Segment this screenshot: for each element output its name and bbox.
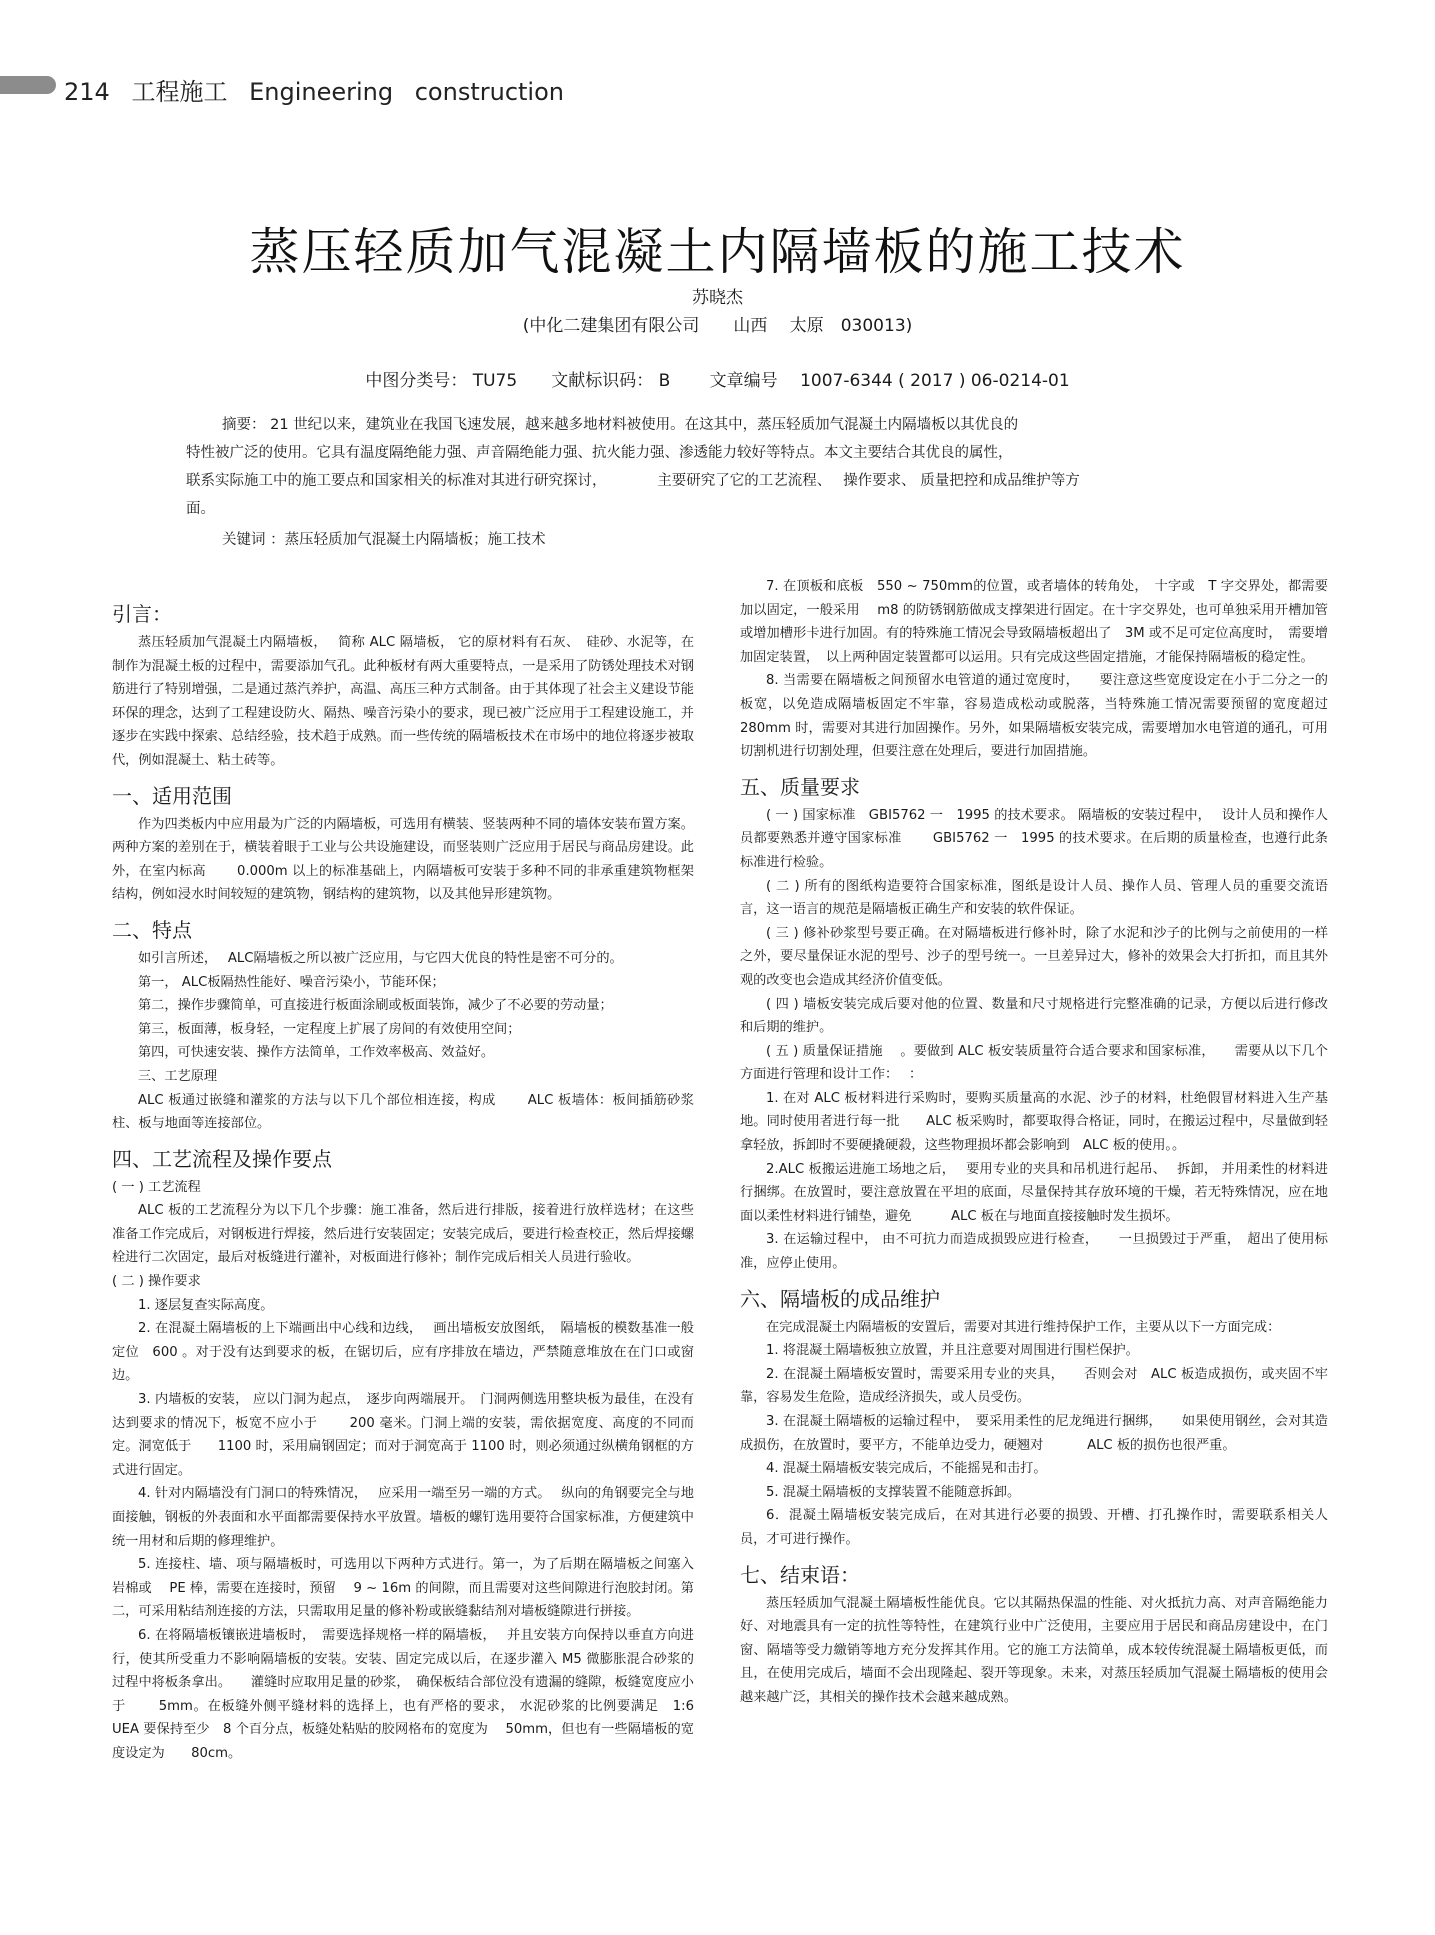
body-right-column bbox=[740, 575, 1359, 1710]
section-name-en-2: construction bbox=[414, 78, 564, 106]
paragraph: 1. 逐层复查实际高度。 bbox=[138, 1297, 274, 1313]
running-header bbox=[64, 72, 578, 107]
paragraph: 3. 在混凝土隔墙板的运输过程中， 要采用柔性的尼龙绳进行捆绑， 如果使用钢丝，会对其造成损伤，在放置时，要平方，不能单边受力，硬翘对 ALC 板的损伤也很严重。 bbox=[740, 1414, 1328, 1453]
paragraph: 1. 在对 ALC 板材料进行采购时，要购买质量高的水泥、沙子的材料，杜绝假冒材料进入生产基地。同时使用者进行每一批 ALC 板采购时，都要取得合格证，同时，在搬运过程中，尽量做到轻拿轻放，拆卸时不要硬撬硬殺，这些物理损坏都会影响到 ALC 板的使用。。 bbox=[740, 1090, 1328, 1154]
paragraph: 蒸压轻质加气混凝土隔墙板性能优良。它以其隔热保温的性能、对火抵抗力高、对声音隔绝能力好、对地震具有一定的抗性等特性，在建筑行业中广泛使用，主要应用于居民和商品房建设中，在门窗、隔墙等受力繳销等地方充分发挥其作用。它的施工方法简单，成本较传统混凝土隔墙板更低，而且，在使用完成后，墙面不会出现隆起、裂开等现象。未来，对蒸压轻质加气混凝土隔墙板的使用会越来越广泛，其相关的操作技术会越来越成熟。 bbox=[740, 1595, 1328, 1705]
paragraph: ( 一 ) 国家标准 GBI5762 一 1995 的技术要求。 隔墙板的安装过程中， 设计人员和操作人员都要熟悉并遵守国家标准 GBI5762 一 1995 的技术要求。在后期的质量检查，也遵行此条标准进行检验。 bbox=[740, 807, 1328, 870]
abstract bbox=[186, 411, 1252, 523]
paragraph: ( 二 ) 所有的图纸构造要符合国家标准，图纸是设计人员、操作人员、管理人员的重要交流语言，这一语言的规范是隔墙板正确生产和安装的软件保证。 bbox=[740, 878, 1328, 918]
section-heading: 一、适用范围 bbox=[112, 783, 232, 808]
paragraph: 2. 在混凝土隔墙板安置时，需要采用专业的夹具， 否则会对 ALC 板造成损伤，或夹固不牢靠，容易发生危险，造成经济损失，或人员受伤。 bbox=[740, 1366, 1328, 1406]
section-heading: 五、质量要求 bbox=[740, 774, 860, 799]
paragraph: 2.ALC 板搬运进施工场地之后， 要用专业的夹具和吊机进行起吊、 拆卸， 并用柔性的材料进行捆绑。在放置时，要注意放置在平坦的底面，尽量保持其存放环境的干燥，若无特殊情况，应在地面以柔性材料进行铺垫，避免 ALC 板在与地面直接接触时发生损坏。 bbox=[740, 1161, 1328, 1224]
classification-line: 中图分类号： TU75 文献标识码： B 文章编号 1007-6344 ( 2017 ) 06-0214-01 bbox=[365, 371, 1070, 391]
paragraph: ALC 板通过嵌缝和灌浆的方法与以下几个部位相连接，构成 ALC 板墙体：板间插筋砂浆柱、板与地面等连接部位。 bbox=[112, 1092, 694, 1132]
section-heading: 四、工艺流程及操作要点 bbox=[112, 1146, 332, 1171]
paragraph: 6. 在将隔墙板镶嵌进墙板时， 需要选择规格一样的隔墙板， 并且安装方向保持以垂直方向进行，使其所受重力不影响隔墙板的安装。安装、固定完成以后，在逐步灌入 M5 微膨胀混合砂浆的过程中将板条拿出。 灌缝时应取用足量的砂浆， 确保板结合部位没有遗漏的缝隙，板缝宽度应小于 5mm。在板缝外侧平缝材料的选择上，也有严格的要求， 水泥砂浆的比例要满足 1:6 UEA 要保持至少 8 个百分点，板缝处粘贴的胶网格布的宽度为 50mm，但也有一些隔墙板的宽度设定为 80cm。 bbox=[112, 1627, 708, 1761]
keywords: 关键词 ：蒸压轻质加气混凝土内隔墙板；施工技术 bbox=[222, 532, 546, 548]
paragraph: 如引言所述， ALC隔墙板之所以被广泛应用，与它四大优良的特性是密不可分的。 bbox=[138, 950, 623, 966]
abstract-line: 联系实际施工中的施工要点和国家相关的标准对其进行研究探讨， 主要研究了它的工艺流程、 操作要求、 质量把控和成品维护等方 bbox=[186, 473, 1080, 489]
paragraph: 在完成混凝土内隔墙板的安置后，需要对其进行维持保护工作，主要从以下一方面完成： bbox=[766, 1319, 1281, 1335]
paragraph: 第三，板面薄，板身轻，一定程度上扩展了房间的有效使用空间； bbox=[138, 1021, 521, 1037]
section-heading: 引言： bbox=[112, 602, 172, 626]
paragraph: 蒸压轻质加气混凝土内隔墙板， 简称 ALC 隔墙板， 它的原材料有石灰、 硅砂、水泥等，在制作为混凝土板的过程中，需要添加气孔。此种板材有两大重要特点，一是采用了防锈处理技术对钢筋进行了特别增强，二是通过蒸汽养护，高温、高压三种方式制备。由于其体现了社会主义建设节能环保的理念，达到了工程建设防火、隔热、噪音污染小的要求，现已被广泛应用于工程建设施工，并逐步在实践中探索、总结经验，技术趋于成熟。而一些传统的隔墙板技术在市场中的地位将逐步被取代，例如混凝土、粘土砖等。 bbox=[112, 635, 694, 768]
section-heading: 六、隔墙板的成品维护 bbox=[740, 1286, 940, 1311]
section-name-cn: 工程施工 bbox=[131, 78, 228, 106]
paragraph: 5. 混凝土隔墙板的支撑装置不能随意拆卸。 bbox=[766, 1484, 1021, 1500]
abstract-line: 面。 bbox=[186, 501, 215, 517]
paragraph: 第四，可快速安装、操作方法简单，工作效率极高、效益好。 bbox=[138, 1045, 495, 1061]
paper-title: 蒸压轻质加气混凝土内隔墙板的施工技术 bbox=[249, 223, 1186, 281]
paragraph: 7. 在顶板和底板 550 ~ 750mm的位置，或者墙体的转角处， 十字或 T 字交界处，都需要加以固定，一般采用 m8 的防锈钢筋做成支撑架进行固定。在十字交界处，也可单独采用开槽加管或增加槽形卡进行加固。有的特殊施工情况会导致隔墙板超出了 3M 或不足可定位高度时， 需要增加固定装置， 以上两种固定装置都可以运用。只有完成这些固定措施，才能保持隔墙板的稳定性。 bbox=[740, 579, 1328, 665]
header-decoration-bar bbox=[0, 76, 56, 94]
paragraph: 6．混凝土隔墙板安装完成后，在对其进行必要的损毁、开槽、打孔操作时，需要联系相关人员，才可进行操作。 bbox=[740, 1508, 1328, 1547]
paragraph: ALC 板的工艺流程分为以下几个步骤：施工准备，然后进行排版，接着进行放样选材；在这些准备工作完成后，对钢板进行焊接，然后进行安装固定；安装完成后，要进行检查校正，然后焊接螺栓进行二次固定，最后对板缝进行灌补，对板面进行修补；制作完成后相关人员进行验收。 bbox=[112, 1203, 694, 1266]
abstract-line: 特性被广泛的使用。它具有温度隔绝能力强、声音隔绝能力强、抗火能力强、渗透能力较好等特点。本文主要结合其优良的属性， bbox=[186, 445, 1013, 461]
paragraph: 4. 混凝土隔墙板安装完成后，不能摇晃和击打。 bbox=[766, 1461, 1047, 1477]
section-name-en-1: Engineering bbox=[249, 78, 394, 106]
paragraph: 3. 内墙板的安装， 应以门洞为起点， 逐步向两端展开。 门洞两侧选用整块板为最佳，在没有达到要求的情况下，板宽不应小于 200 毫米。门洞上端的安装，需依据宽度、高度的不同而定。洞宽低于 1100 时，采用扁钢固定；而对于洞宽高于 1100 时，则必须通过纵横角钢框的方式进行固定。 bbox=[112, 1392, 694, 1478]
paragraph: 3. 在运输过程中， 由不可抗力而造成损毁应进行检查， 一旦损毁过于严重， 超出了使用标准，应停止使用。 bbox=[740, 1232, 1328, 1272]
section-heading: 七、结束语： bbox=[740, 1562, 860, 1587]
page-number: 214 bbox=[64, 78, 110, 106]
paragraph: ( 四 ) 墙板安装完成后要对他的位置、数量和尺寸规格进行完整准确的记录，方便以后进行修改和后期的维护。 bbox=[740, 996, 1328, 1036]
section-heading: 二、特点 bbox=[112, 917, 192, 942]
paragraph: 1. 将混凝土隔墙板独立放置，并且注意要对周围进行围栏保护。 bbox=[766, 1343, 1139, 1359]
paragraph: 8. 当需要在隔墙板之间预留水电管道的通过宽度时， 要注意这些宽度设定在小于二分之一的板宽，以免造成隔墙板固定不牢靠，容易造成松动或脱落，当特殊施工情况需要预留的宽度超过 280mm 时，需要对其进行加固操作。另外，如果隔墙板安装完成，需要增加水电管道的通孔，可用切割机进行切割处理，但要注意在处理后，要进行加固措施。 bbox=[740, 673, 1359, 760]
paragraph: 第二，操作步骤简单，可直接进行板面涂刷或板面装饰，减少了不必要的劳动量； bbox=[138, 998, 613, 1014]
section-heading: ( 二 ) 操作要求 bbox=[112, 1274, 201, 1290]
paragraph: 5. 连接柱、墙、项与隔墙板时，可选用以下两种方式进行。第一，为了后期在隔墙板之间塞入岩棉或 PE 棒，需要在连接时，预留 9 ~ 16m 的间隙，而且需要对这些间隙进行泡胶封闭。第二，可采用粘结剂连接的方法，只需取用足量的修补粉或嵌缝黏结剂对墙板缝隙进行拼接。 bbox=[112, 1557, 694, 1620]
paragraph: 作为四类板内中应用最为广泛的内隔墙板，可选用有横装、竖装两种不同的墙体安装布置方案。两种方案的差别在于，横装着眼于工业与公共设施建设，而竖装则广泛应用于居民与商品房建设。此外，在室内标高 0.000m 以上的标准基础上，内隔墙板可安装于多种不同的非承重建筑物框架结构，例如浸水时间较短的建筑物，钢结构的建筑物，以及其他异形建筑物。 bbox=[112, 816, 694, 903]
paragraph: 第一， ALC板隔热性能好、噪音污染小，节能环保； bbox=[138, 974, 445, 990]
paragraph: 三、工艺原理 bbox=[138, 1068, 218, 1084]
paragraph: 2. 在混凝土隔墙板的上下端画出中心线和边线， 画出墙板安放图纸， 隔墙板的模数基准一般定位 600 。对于没有达到要求的板，在锯切后，应有序排放在墙边，严禁随意堆放在在门口或窗边。 bbox=[112, 1321, 694, 1384]
body-left-column bbox=[112, 591, 708, 1766]
paragraph: 4. 针对内隔墙没有门洞口的特殊情况， 应采用一端至另一端的方式。 纵向的角钢要完全与地面接触，钢板的外表面和水平面都需要保持水平放置。墙板的螺钉选用要符合国家标准，方便建筑中统一用材和后期的修理维护。 bbox=[112, 1486, 694, 1549]
section-heading: ( 一 ) 工艺流程 bbox=[112, 1179, 201, 1195]
author: 苏晓杰 bbox=[692, 288, 743, 308]
paragraph: ( 五 ) 质量保证措施 。要做到 ALC 板安装质量符合适合要求和国家标准， 需要从以下几个方面进行管理和设计工作： ： bbox=[740, 1043, 1328, 1083]
abstract-line: 摘要： 21 世纪以来，建筑业在我国飞速发展，越来越多地材料被使用。在这其中，蒸压轻质加气混凝土内隔墙板以其优良的 bbox=[222, 417, 1019, 433]
affiliation: (中化二建集团有限公司 山西 太原 030013) bbox=[522, 316, 913, 336]
paragraph: ( 三 ) 修补砂浆型号要正确。在对隔墙板进行修补时，除了水泥和沙子的比例与之前使用的一样之外，要尽量保证水泥的型号、沙子的型号统一。一旦差异过大，修补的效果会大打折扣，而且其外观的改变也会造成其经济价值变低。 bbox=[740, 925, 1328, 988]
